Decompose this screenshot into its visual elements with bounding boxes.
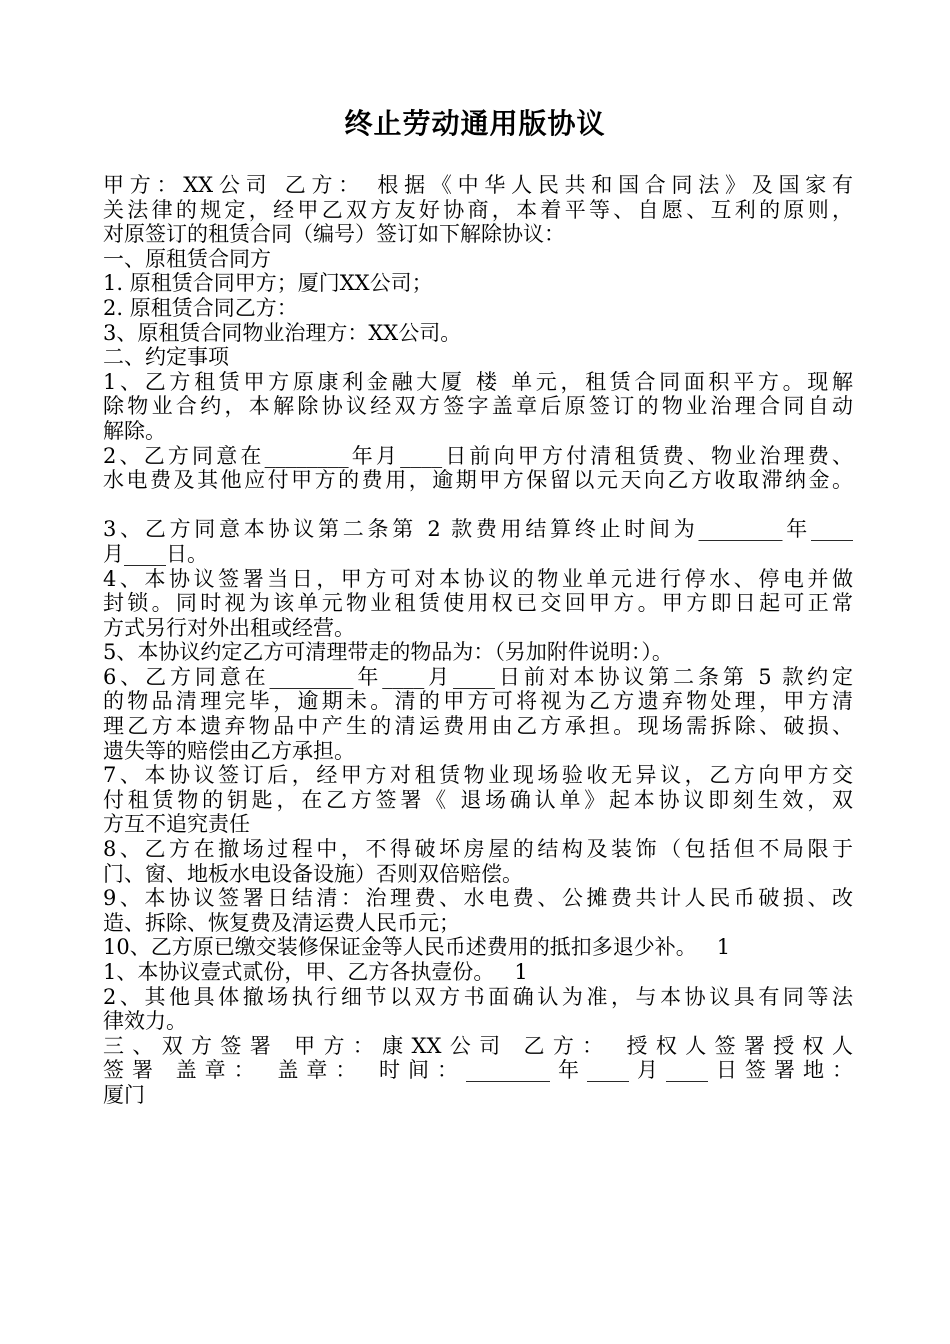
document-line: 除物业合约，本解除协议经双方签字盖章后原签订的物业治理合同自动 xyxy=(103,394,853,419)
document-line: 厦门 xyxy=(103,1082,145,1107)
document-body xyxy=(103,173,853,1108)
document-line: 封锁。同时视为该单元物业租赁使用权已交回甲方。甲方即日起可正常 xyxy=(103,591,853,616)
document-line: 6、乙方同意在________年____月____日前对本协议第二条第 5 款约定 xyxy=(103,664,853,689)
document-line: 水电费及其他应付甲方的费用，逾期甲方保留以元天向乙方收取滞纳金。 xyxy=(103,468,853,493)
document-line: 3、原租赁合同物业治理方：XX公司。 xyxy=(103,320,462,345)
document-line: 付租赁物的钥匙，在乙方签署《 退场确认单》起本协议即刻生效，双 xyxy=(103,787,853,812)
document-line: 方式另行对外出租或经营。 xyxy=(103,615,355,640)
document-line: 8、乙方在撤场过程中，不得破坏房屋的结构及装饰（包括但不局限于 xyxy=(103,837,853,862)
document-line: 的物品清理完毕，逾期未。清的甲方可将视为乙方遗弃物处理，甲方清 xyxy=(103,689,853,714)
document-line: 二、约定事项 xyxy=(103,345,229,370)
document-line: 遗失等的赔偿由乙方承担。 xyxy=(103,738,355,763)
document-line: 甲方：XX公司 乙方： 根据《中华人民共和国合同法》及国家有 xyxy=(103,173,853,197)
document-line: 一、原租赁合同方 xyxy=(103,246,271,271)
document-line: 理乙方本遗弃物品中产生的清运费用由乙方承担。现场需拆除、破损、 xyxy=(103,714,853,739)
document-line: 三、双方签署 甲方：康XX公司 乙方： 授权人签署授权人 xyxy=(103,1033,853,1058)
blank-line xyxy=(103,493,853,518)
document-line: 10、乙方原已缴交装修保证金等人民币述费用的抵扣多退少补。 1 xyxy=(103,935,731,960)
document-line: 门、窗、地板水电设备设施）否则双倍赔偿。 xyxy=(103,861,523,886)
document-line: 月____日。 xyxy=(103,541,208,566)
document-line: 2、乙方同意在________年月____日前向甲方付清租赁费、物业治理费、 xyxy=(103,443,853,468)
document-line: 对原签订的租赁合同（编号）签订如下解除协议： xyxy=(103,222,565,247)
document-line: 造、拆除、恢复费及清运费人民币元； xyxy=(103,910,460,935)
document-line: 9、本协议签署日结清：治理费、水电费、公摊费共计人民币破损、改 xyxy=(103,886,853,911)
document-line: 解除。 xyxy=(103,418,166,443)
document-line: 2. 原租赁合同乙方： xyxy=(103,295,298,320)
document-line: 1、本协议壹式贰份，甲、乙方各执壹份。 1 xyxy=(103,960,528,984)
document-title: 终止劳动通用版协议 xyxy=(344,107,606,140)
document-line: 关法律的规定，经甲乙双方友好协商，本着平等、自愿、互利的原则， xyxy=(103,197,853,222)
document-line: 签署 盖章： 盖章： 时间：________年____月____日签署地： xyxy=(103,1058,853,1083)
document-line: 1. 原租赁合同甲方；厦门XX公司； xyxy=(103,271,433,296)
document-line: 1、乙方租赁甲方原康利金融大厦 楼 单元，租赁合同面积平方。现解 xyxy=(103,369,853,394)
document-line: 律效力。 xyxy=(103,1009,187,1034)
document-line: 3、乙方同意本协议第二条第 2 款费用结算终止时间为________年____ xyxy=(103,517,853,542)
document-line: 2、其他具体撤场执行细节以双方书面确认为准，与本协议具有同等法 xyxy=(103,984,853,1009)
document-line: 5、本协议约定乙方可清理带走的物品为：（另加附件说明：）。 xyxy=(103,640,673,665)
document-line: 4、本协议签署当日，甲方可对本协议的物业单元进行停水、停电并做 xyxy=(103,566,853,591)
document-line: 7、本协议签订后，经甲方对租赁物业现场验收无异议，乙方向甲方交 xyxy=(103,763,853,788)
document-line: 方互不追究责任 xyxy=(103,812,250,837)
